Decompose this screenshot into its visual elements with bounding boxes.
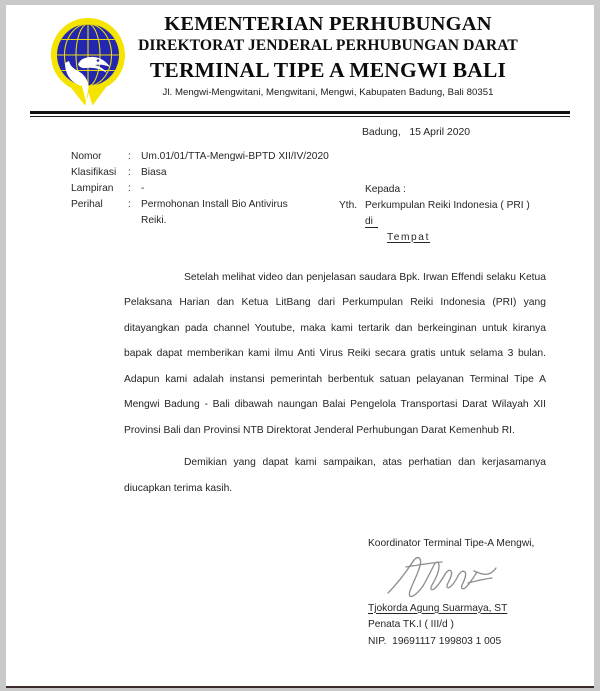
signatory-title: Koordinator Terminal Tipe-A Mengwi, [368, 538, 535, 549]
field-colon-nomor: : [128, 150, 131, 162]
directorate-name: DIREKTORAT JENDERAL PERHUBUNGAN DARAT [138, 36, 518, 54]
recipient-block [339, 182, 530, 246]
field-row-nomor [71, 149, 329, 165]
signatory-name: Tjokorda Agung Suarmaya, ST [368, 602, 508, 614]
handwritten-signature-icon [368, 555, 534, 601]
field-value-klasifikasi: Biasa [141, 166, 167, 178]
field-colon-lampiran: : [128, 182, 131, 194]
document-page [6, 5, 594, 688]
field-label-perihal: Perihal [71, 198, 103, 210]
field-colon-perihal: : [128, 198, 131, 210]
body-paragraph-2: Demikian yang dapat kami sampaikan, atas perhatian dan kerjasamanya diucapkan terima kasih. [124, 457, 546, 494]
field-label-klasifikasi: Klasifikasi [71, 166, 117, 178]
field-value-lampiran: - [141, 182, 145, 194]
office-address: Jl. Mengwi-Mengwitani, Mengwitani, Mengwi, Kabupaten Badung, Bali 80351 [162, 87, 494, 99]
field-row-lampiran [71, 181, 329, 197]
recipient-di-label: di [365, 216, 378, 228]
recipient-di-line [339, 214, 530, 230]
ministry-of-transportation-logo-icon [48, 16, 128, 108]
field-row-perihal [71, 197, 329, 213]
body-paragraph-1: Setelah melihat video dan penjelasan saudara Bpk. Irwan Effendi selaku Ketua Pelaksana Harian dan Ketua LitBang dari Perkumpulan Reiki Indonesia (PRI) yang ditayangkan pada channel Youtube, maka kami tertarik dan berkeinginan untuk kiranya bapak dapat memberikan kami ilmu Anti Virus Reiki secara gratis untuk selama 3 bulan. Adapun kami adalah instansi pemerintah berbentuk satuan pelayanan Terminal Tipe A Mengwi Badung - Bali dibawah naungan Balai Pengelola Transportasi Darat Wilayah XII Provinsi Bali dan Provinsi NTB Direktorat Jenderal Perhubungan Darat Kemenhub RI. [124, 271, 546, 436]
place-and-date: Badung, 15 April 2020 [362, 126, 471, 138]
field-label-nomor: Nomor [71, 150, 102, 162]
recipient-kepada-label: Kepada : [365, 183, 406, 195]
field-value-nomor: Um.01/01/TTA-Mengwi-BPTD XII/IV/2020 [141, 150, 329, 162]
recipient-yth-prefix: Yth. [339, 199, 358, 211]
recipient-tempat: Tempat [387, 231, 431, 243]
letterhead-divider [30, 111, 570, 117]
divider-thick-line [30, 111, 570, 114]
divider-thin-line [30, 116, 570, 117]
letterhead [6, 5, 594, 105]
recipient-yth-line [339, 198, 530, 214]
field-label-lampiran: Lampiran [71, 182, 114, 194]
field-row-klasifikasi [71, 165, 329, 181]
letter-meta-block [6, 127, 594, 249]
signatory-nip: NIP. 19691117 199803 1 005 [368, 635, 502, 647]
letter-body [124, 265, 546, 502]
office-name: TERMINAL TIPE A MENGWI BALI [149, 57, 507, 82]
recipient-name: Perkumpulan Reiki Indonesia ( PRI ) [365, 199, 530, 211]
field-value-perihal: Permohonan Install Bio Antivirus [141, 198, 288, 210]
signature-block [368, 536, 534, 650]
field-colon-klasifikasi: : [128, 166, 131, 178]
ministry-name: KEMENTERIAN PERHUBUNGAN [164, 13, 492, 35]
signatory-rank: Penata TK.I ( III/d ) [368, 619, 454, 630]
letter-fields [71, 149, 329, 229]
field-value-perihal-wrap: Reiki. [141, 214, 167, 226]
